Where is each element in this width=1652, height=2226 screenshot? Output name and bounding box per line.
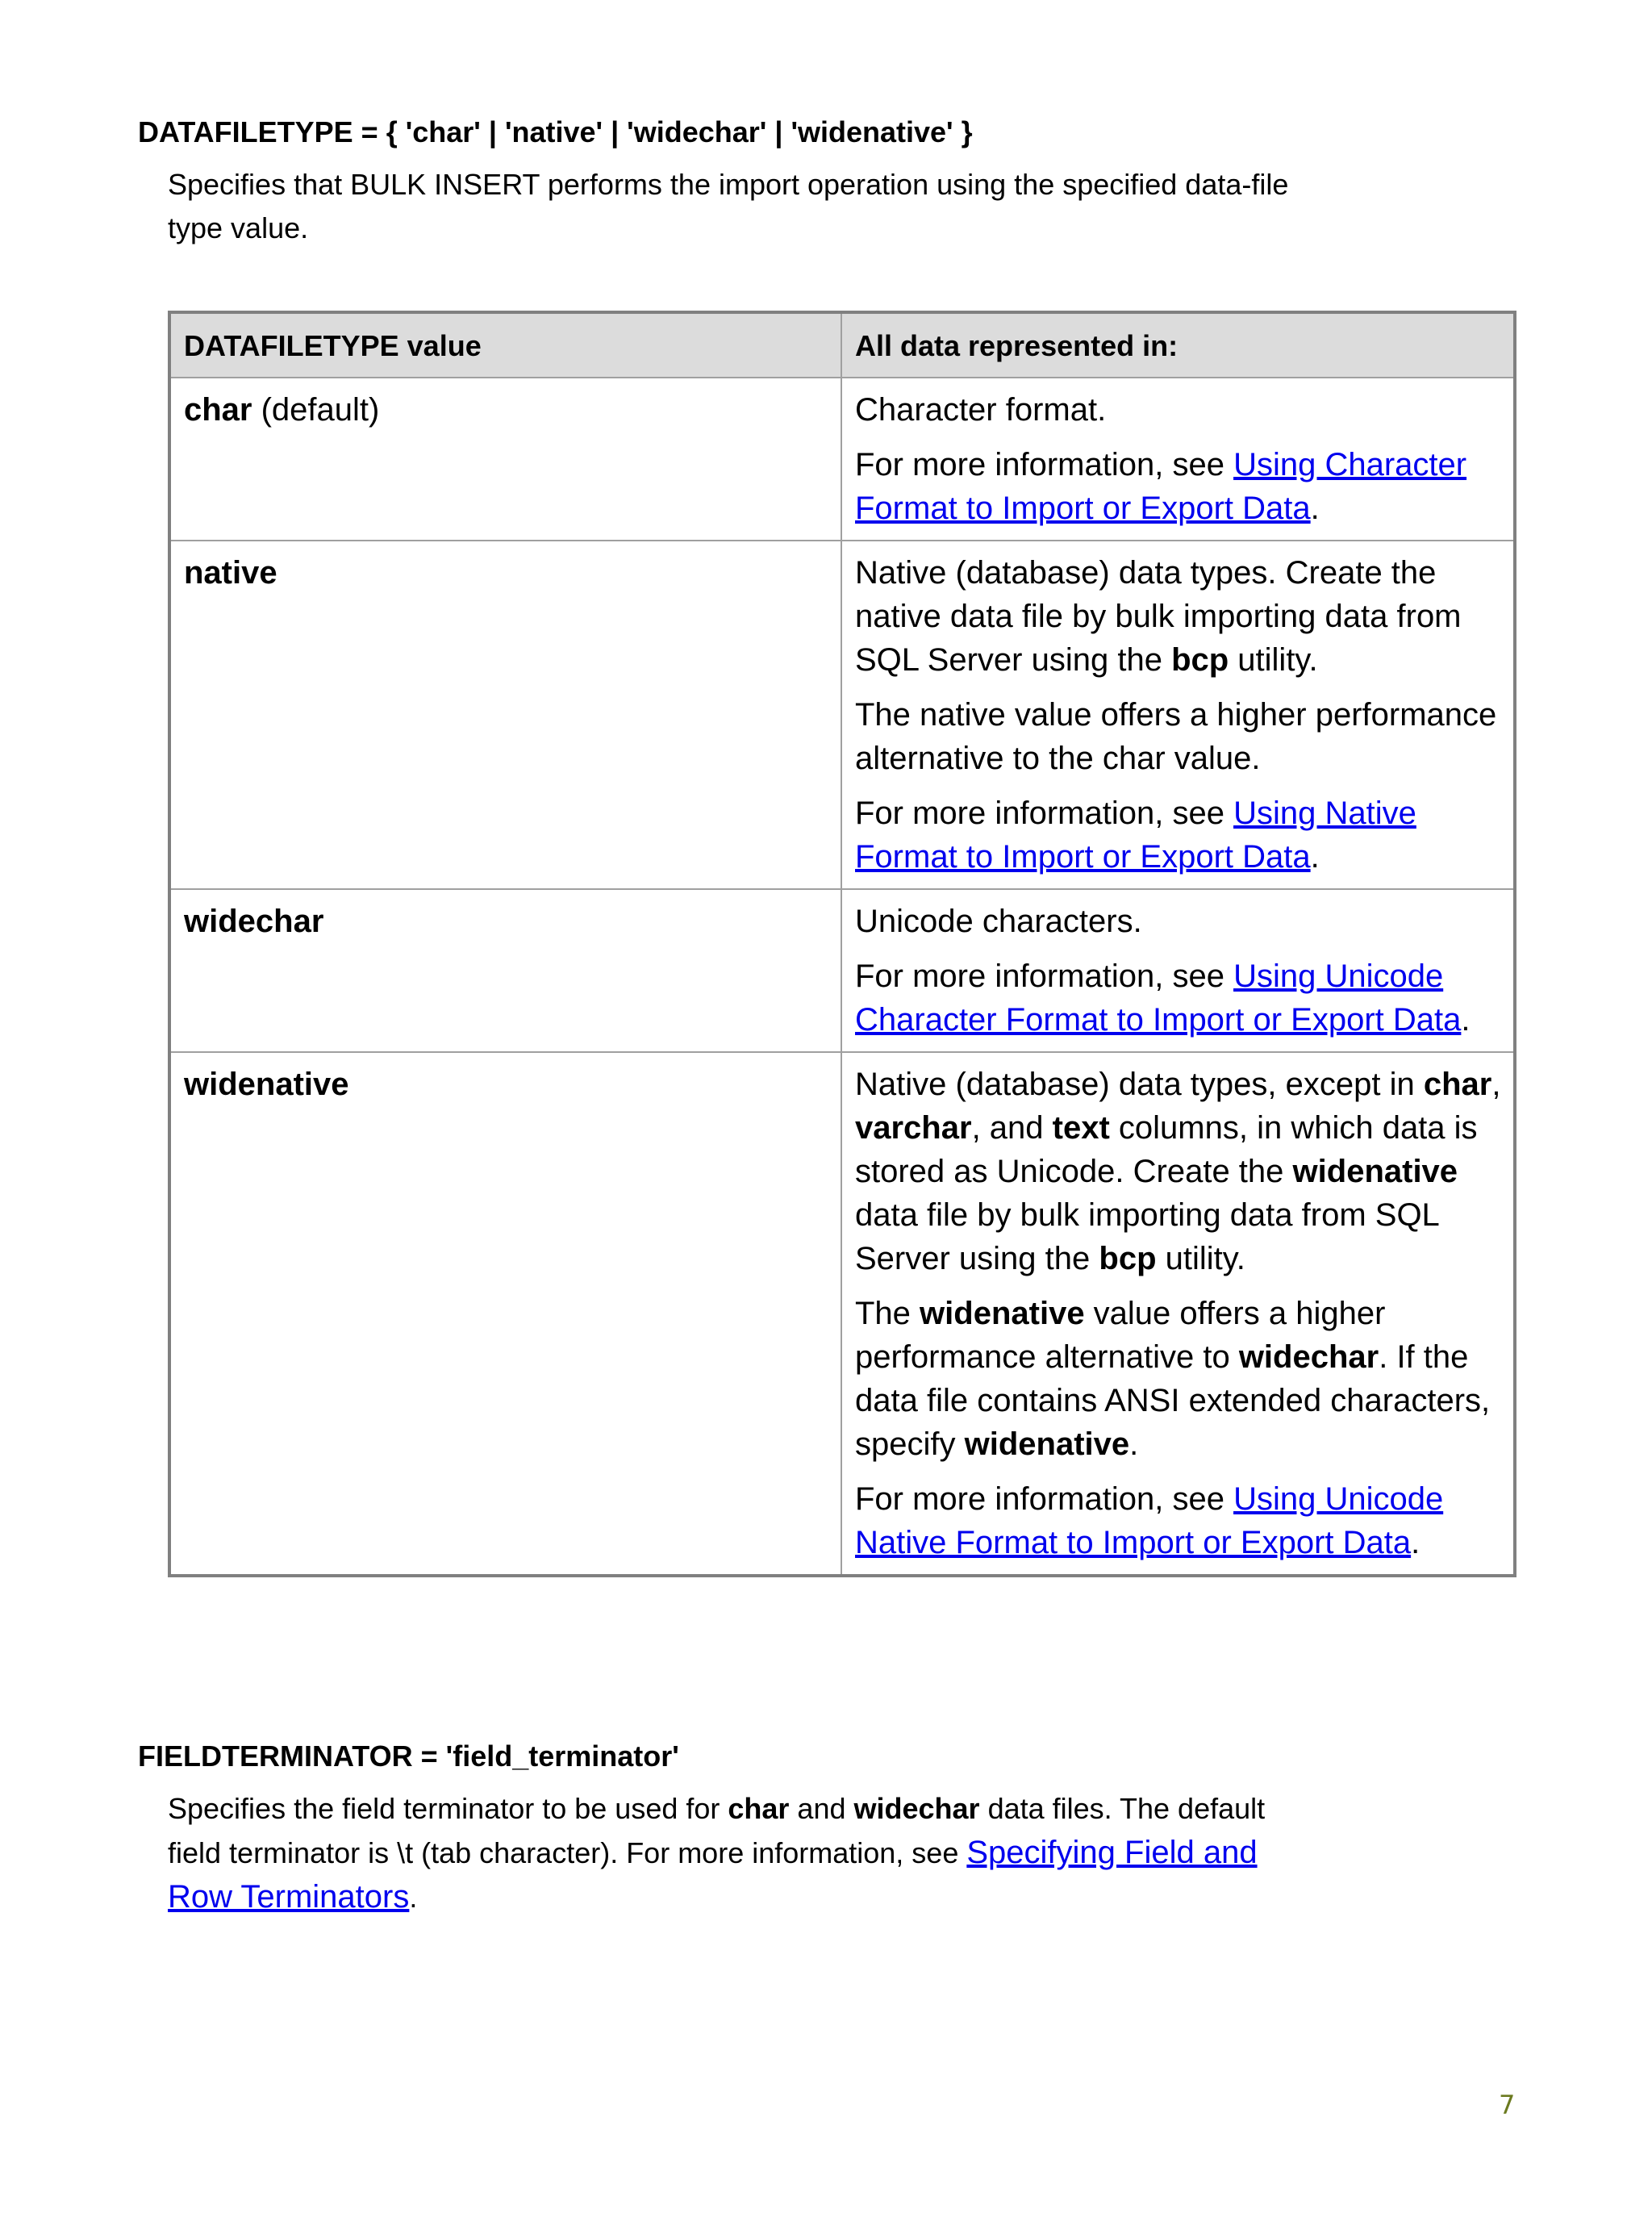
value-suffix: (default) <box>252 392 380 428</box>
bold-term: bcp <box>1171 642 1229 678</box>
value-cell <box>169 889 841 1052</box>
more-info-text: For more information, see <box>855 958 1234 994</box>
value-name: widechar <box>184 904 324 939</box>
bold-term: varchar <box>855 1110 972 1146</box>
bold-term: bcp <box>1099 1241 1157 1276</box>
description-paragraph <box>855 1292 1502 1466</box>
text: Specifies the field terminator to be used for <box>168 1792 728 1825</box>
text: , <box>1491 1067 1501 1102</box>
description-cell <box>841 378 1515 541</box>
text: and <box>789 1792 854 1825</box>
more-info-text: For more information, see <box>855 1481 1234 1517</box>
table-header-row <box>169 312 1515 378</box>
text: utility. <box>1229 642 1318 678</box>
period: . <box>1310 491 1320 526</box>
description-paragraph: Character format. <box>855 392 1107 428</box>
table-row-native <box>169 541 1515 889</box>
text: . <box>1129 1426 1139 1462</box>
bold-term: widenative <box>920 1296 1085 1331</box>
more-info-paragraph <box>855 443 1502 530</box>
bold-term: widenative <box>964 1426 1130 1462</box>
period: . <box>1411 1525 1420 1560</box>
more-info-paragraph <box>855 1477 1502 1564</box>
more-info-paragraph <box>855 791 1502 879</box>
text: Native (database) data types. Create the native data file by bulk importing data from SQL Server using the <box>855 555 1462 678</box>
description-paragraph <box>855 551 1502 682</box>
datafiletype-description: Specifies that BULK INSERT performs the import operation using the specified data-file type value. <box>168 168 1289 244</box>
text: . If the data file contains ANSI extended characters, specify <box>855 1339 1491 1462</box>
period: . <box>1310 839 1320 875</box>
text: Native (database) data types, except in <box>855 1067 1424 1102</box>
text: utility. <box>1156 1241 1245 1276</box>
text: data file by bulk importing data from SQL Server using the <box>855 1197 1439 1276</box>
text: value offers a higher performance alternative to <box>855 1296 1386 1375</box>
link-field-row-terminators[interactable]: Specifying Field and Row Terminators <box>168 1835 1258 1915</box>
link-unicode-native-format[interactable]: Using Unicode Native Format to Import or Export Data <box>855 1481 1444 1560</box>
value-cell <box>169 378 841 541</box>
link-unicode-character-format[interactable]: Using Unicode Character Format to Import or Export Data <box>855 958 1462 1038</box>
text: columns, in which data is stored as Unicode. Create the <box>855 1110 1478 1189</box>
table-row-widenative <box>169 1052 1515 1576</box>
text: , and <box>971 1110 1053 1146</box>
datafiletype-heading: DATAFILETYPE = { 'char' | 'native' | 'widechar' | 'widenative' } <box>138 115 973 148</box>
value-name: native <box>184 555 277 591</box>
table-row-widechar <box>169 889 1515 1052</box>
value-name: widenative <box>184 1067 349 1102</box>
column-header-value: DATAFILETYPE value <box>169 312 841 378</box>
bold-term: widenative <box>1292 1154 1458 1189</box>
datafiletype-table <box>168 311 1516 1577</box>
bold-term: text <box>1052 1110 1110 1146</box>
description-paragraph: Unicode characters. <box>855 904 1142 939</box>
description-paragraph <box>855 1063 1502 1280</box>
description-cell <box>841 1052 1515 1576</box>
description-cell <box>841 889 1515 1052</box>
fieldterminator-description <box>168 1787 1313 1919</box>
period: . <box>1461 1002 1471 1038</box>
period: . <box>409 1881 418 1914</box>
value-cell <box>169 1052 841 1576</box>
bold-term: char <box>1423 1067 1492 1102</box>
value-name: char <box>184 392 252 428</box>
more-info-paragraph <box>855 954 1502 1042</box>
value-cell <box>169 541 841 889</box>
bold-term: char <box>728 1792 790 1825</box>
more-info-text: For more information, see <box>855 796 1234 831</box>
fieldterminator-heading: FIELDTERMINATOR = 'field_terminator' <box>138 1739 679 1773</box>
column-header-representation: All data represented in: <box>841 312 1515 378</box>
link-character-format[interactable]: Using Character Format to Import or Export Data <box>855 447 1467 526</box>
bold-term: widechar <box>853 1792 980 1825</box>
description-cell <box>841 541 1515 889</box>
table-row-char <box>169 378 1515 541</box>
description-paragraph: The native value offers a higher performance alternative to the char value. <box>855 697 1497 776</box>
page-number: 7 <box>1499 2090 1516 2120</box>
bold-term: widechar <box>1238 1339 1379 1375</box>
more-info-text: For more information, see <box>855 447 1234 482</box>
link-native-format[interactable]: Using Native Format to Import or Export Data <box>855 796 1416 875</box>
text: data files. The default field terminator is \t (tab character). For more information, see <box>168 1792 1266 1869</box>
text: The <box>855 1296 920 1331</box>
